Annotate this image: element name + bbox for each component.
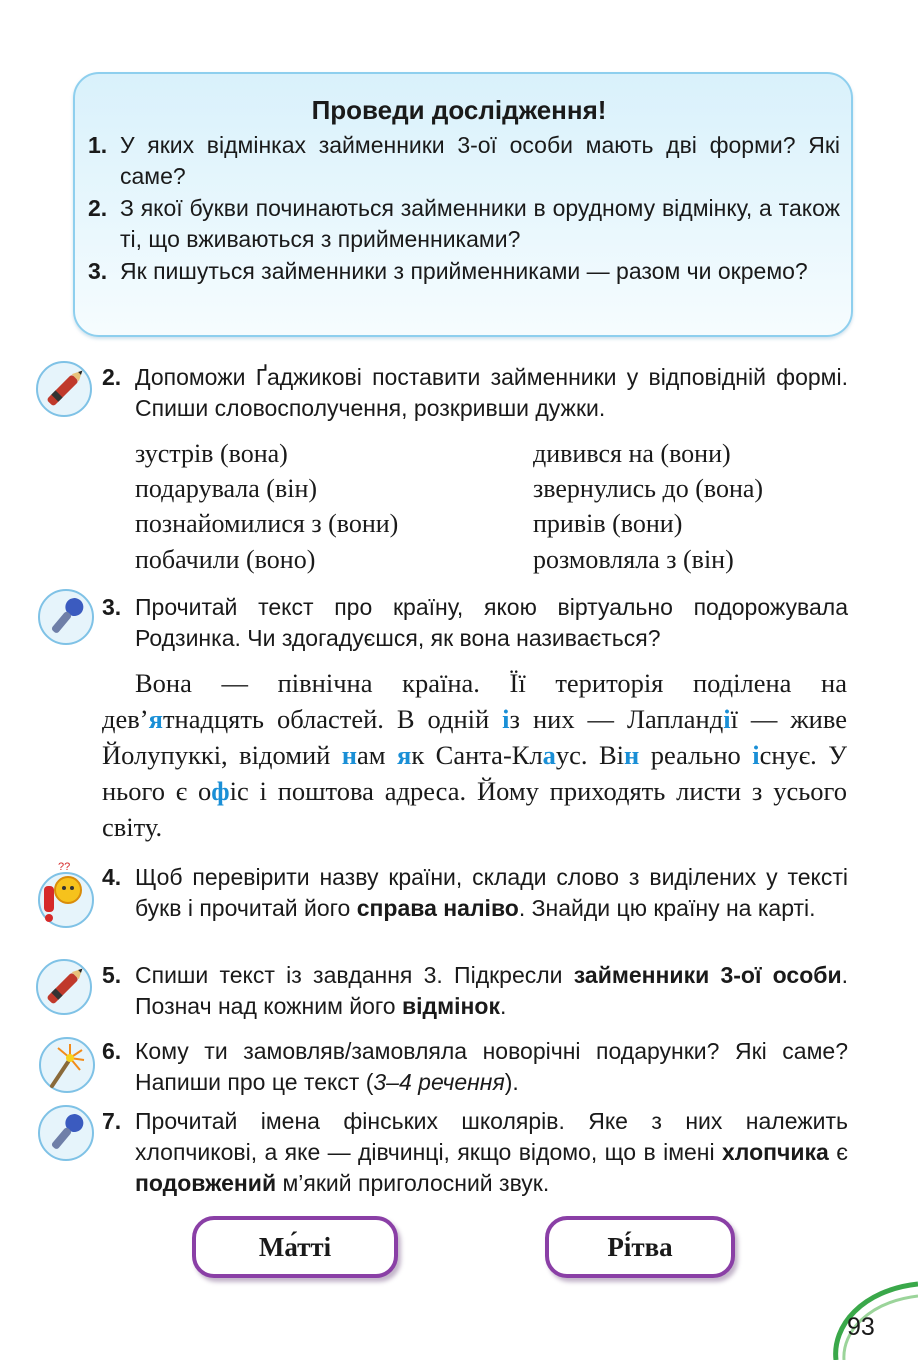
- task-5: [102, 960, 848, 1022]
- task-6-italic: 3–4 речення: [373, 1069, 505, 1095]
- task-number: 4.: [102, 864, 122, 890]
- highlighted-letter: і: [723, 704, 731, 734]
- task-5-text-a: Спиши текст із завдання 3. Підкресли: [135, 962, 574, 988]
- task-2: [102, 362, 848, 424]
- task-6-text-before: Кому ти замовляв/замовляла новорічні подарунки? Які саме? Напиши про це текст (: [135, 1038, 848, 1095]
- reading-fragment: снує. У нього є о: [102, 740, 847, 806]
- task-text: Прочитай текст про країну, якою віртуально подорожувала Родзинка. Чи здогадуєшся, як вона називається?: [135, 594, 848, 651]
- task-7-text-c: м’який приголосний звук.: [276, 1170, 550, 1196]
- reading-fragment: з них — Лапланд: [509, 704, 724, 734]
- highlighted-letter: і: [752, 740, 760, 770]
- task-text: [102, 1036, 848, 1098]
- reading-fragment: реально: [639, 740, 753, 770]
- reading-fragment: к Санта-Кл: [411, 740, 543, 770]
- research-title: Проведи дослідження!: [311, 95, 607, 125]
- task-3: [102, 592, 848, 654]
- task-5-bold-a: займенники 3-ої особи: [573, 962, 842, 988]
- task-number: 6.: [102, 1038, 122, 1064]
- reading-fragment: Вона — північна країна. Її територія поділена на дев’: [102, 668, 847, 734]
- microphone-icon: [37, 588, 95, 646]
- highlighted-letter: і: [502, 704, 510, 734]
- name-card-matti: Ма́тті: [192, 1216, 398, 1278]
- phrase-right-4: розмовляла з (він): [533, 545, 734, 574]
- highlighted-letter: н: [624, 740, 640, 770]
- question-number: 2.: [88, 195, 108, 221]
- task-7-text-b: є: [828, 1139, 848, 1165]
- task-7-bold-a: хлопчика: [722, 1139, 829, 1165]
- thinking-character-icon: [36, 858, 96, 930]
- reading-fragment: тнадцять областей. В одній: [162, 704, 503, 734]
- research-question-1: [88, 130, 840, 192]
- pen-icon: [35, 958, 93, 1016]
- pen-icon: [35, 360, 93, 418]
- svg-text:??: ??: [58, 861, 71, 873]
- phrase-right-1: дивився на (вони): [533, 439, 731, 468]
- reading-fragment: ус. Ві: [555, 740, 625, 770]
- microphone-icon: [37, 1104, 95, 1162]
- phrase-left-2: подарувала (він): [135, 474, 318, 503]
- highlighted-letter: ф: [211, 776, 230, 806]
- task-6-text-after: ).: [504, 1069, 519, 1095]
- page-number: 93: [847, 1313, 875, 1341]
- research-question-3: [88, 256, 840, 287]
- highlighted-letter: н: [341, 740, 358, 770]
- sparkler-icon: [38, 1036, 96, 1094]
- task-4-text-after: . Знайди цю країну на карті.: [518, 895, 816, 921]
- task-5-text-c: .: [499, 993, 507, 1019]
- name-card-ritva: Рі́тва: [545, 1216, 735, 1278]
- task-number: 5.: [102, 962, 122, 988]
- research-question-2: [88, 193, 840, 255]
- task-5-bold-b: відмінок: [401, 993, 500, 1019]
- task-text: Допоможи Ґаджикові поставити займенники у відповідній формі. Спиши словосполучення, розкривши дужки.: [135, 364, 848, 421]
- reading-fragment: іс і поштова адреса. Йому приходять листи з усього світу.: [102, 776, 847, 842]
- highlighted-letter: я: [397, 740, 412, 770]
- phrase-left-4: побачили (воно): [135, 545, 316, 574]
- task-text: [102, 960, 848, 1022]
- task-7-text-a: Прочитай імена фінських школярів. Яке з них належить хлопчикові, а яке — дівчинці, якщо відомо, що в імені: [135, 1108, 848, 1165]
- phrase-left-1: зустрів (вона): [135, 439, 288, 468]
- task-text: [102, 862, 848, 924]
- reading-fragment: ам: [357, 740, 398, 770]
- task-6: [102, 1036, 848, 1098]
- task-7-bold-b: подовжений: [135, 1170, 277, 1196]
- phrase-right-2: звернулись до (вона): [533, 474, 764, 503]
- task-4: [102, 862, 848, 924]
- question-number: 3.: [88, 258, 108, 284]
- highlighted-letter: а: [542, 740, 556, 770]
- reading-fragment: ї — живе Йолупуккі, відомий: [102, 704, 847, 770]
- phrase-right-3: привів (вони): [533, 509, 683, 538]
- task-number: 7.: [102, 1108, 122, 1134]
- phrase-left-3: познайомилися з (вони): [135, 509, 399, 538]
- question-text: У яких відмінках займенники 3-ої особи мають дві форми? Які саме?: [120, 132, 840, 189]
- task-number: 3.: [102, 594, 122, 620]
- question-number: 1.: [88, 132, 108, 158]
- task-7: [102, 1106, 848, 1199]
- highlighted-letter: я: [148, 704, 163, 734]
- task-text: [102, 1106, 848, 1199]
- reading-text: [102, 665, 847, 845]
- task-5-text-b: . Познач над кожним його: [135, 962, 848, 1019]
- question-text: З якої букви починаються займенники в орудному відмінку, а також ті, що вживаються з прийменниками?: [120, 195, 840, 252]
- task-4-bold: справа наліво: [356, 895, 519, 921]
- task-number: 2.: [102, 364, 122, 390]
- question-text: Як пишуться займенники з прийменниками — разом чи окремо?: [120, 258, 808, 284]
- task-4-text-before: Щоб перевірити назву країни, склади слово з виділених у тексті букв і прочитай його: [135, 864, 848, 921]
